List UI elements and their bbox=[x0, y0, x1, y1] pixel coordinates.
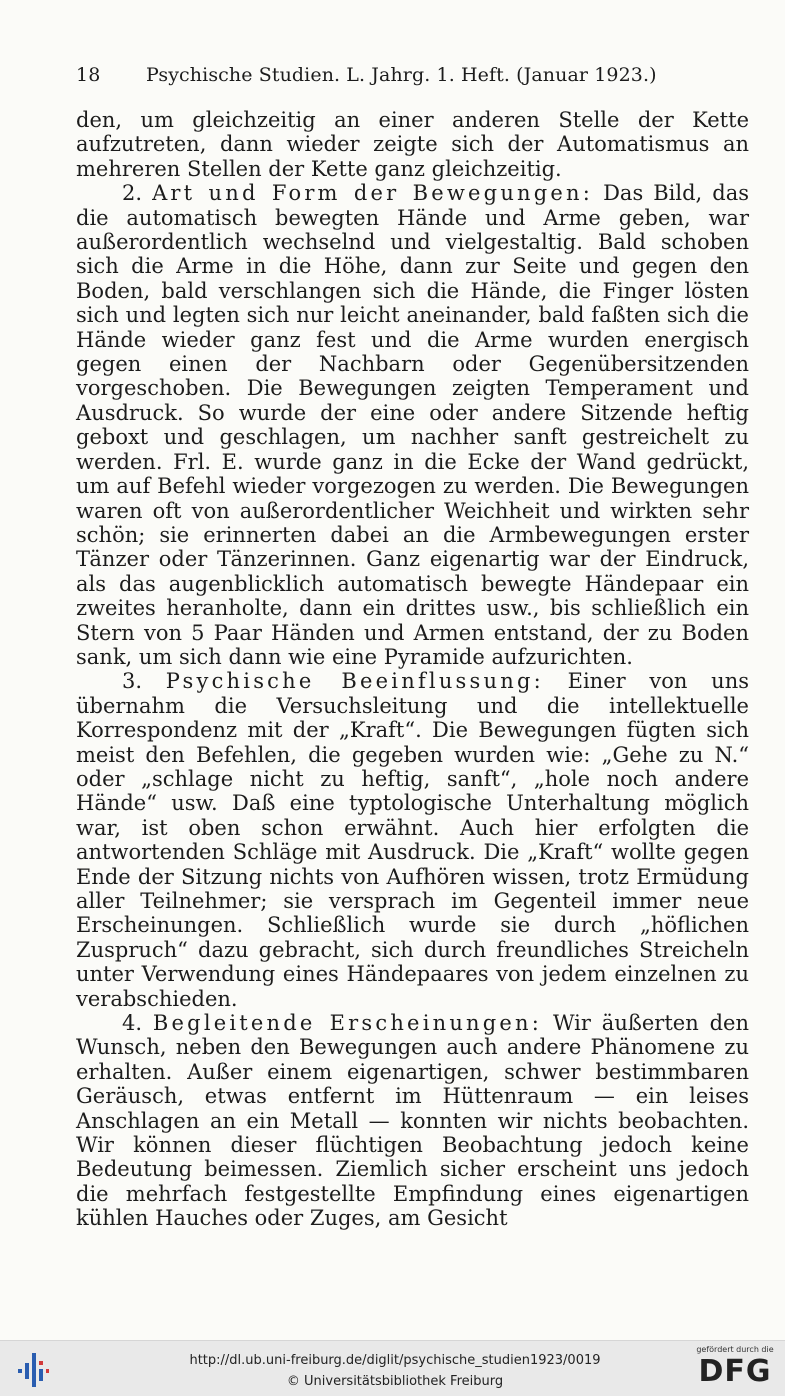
paragraph-4 bbox=[76, 1011, 749, 1231]
dfg-logo bbox=[695, 1345, 775, 1393]
page-number: 18 bbox=[76, 64, 101, 86]
viewer-footer bbox=[0, 1340, 785, 1396]
dfg-wordmark: DFG bbox=[698, 1354, 772, 1389]
section-heading: Begleitende Erscheinungen: bbox=[152, 1011, 543, 1036]
section-number: 4. bbox=[122, 1011, 153, 1036]
section-heading: Psychische Beeinflussung: bbox=[165, 669, 544, 694]
section-number: 2. bbox=[122, 181, 153, 206]
section-text: Wir äußerten den Wunsch, neben den Bewegungen auch andere Phänomene zu erhalten. Außer einem eigenartigen, schwer bestimmbaren Geräusch, etwas entfernt im Hüttenraum — ein leises Anschlagen an ein Metall — konnten wir nichts beobachten. Wir können dieser flüchtigen Beobachtung jedoch keine Bedeutung beimessen. Ziemlich sicher erscheint uns jedoch die mehrfach festgestellte Empfindung eines eigenartigen kühlen Hauches oder Zuges, am Gesicht bbox=[76, 1011, 750, 1231]
running-head bbox=[76, 64, 716, 86]
dfg-caption: gefördert durch die bbox=[696, 1345, 774, 1354]
section-text: Einer von uns übernahm die Versuchsleitung und die intellektuelle Korrespondenz mit der „Kraft“. Die Bewegungen fügten sich meist den Befehlen, die gegeben wurden wie: „Gehe zu N.“ oder „schlage nicht zu heftig, sanft“, „hole noch andere Hände“ usw. Daß eine typtologische Unterhaltung möglich war, ist oben schon erwähnt. Auch hier erfolgten die antwortenden Schläge mit Ausdruck. Die „Kraft“ wollte gegen Ende der Sitzung nichts von Aufhören wissen, trotz Ermüdung aller Teilnehmer; sie versprach im Gegenteil immer neue Erscheinungen. Schließlich wurde sie durch „höflichen Zuspruch“ dazu gebracht, sich durch freundliches Streicheln unter Verwendung eines Händepaares von jedem einzelnen zu verabschieden. bbox=[76, 669, 749, 1011]
permalink[interactable]: http://dl.ub.uni-freiburg.de/diglit/psychische_studien1923/0019 bbox=[189, 1353, 601, 1368]
copyright: © Universitätsbibliothek Freiburg bbox=[286, 1374, 504, 1389]
running-title: Psychische Studien. L. Jahrg. 1. Heft. (Januar 1923.) bbox=[146, 64, 657, 86]
paragraph-2 bbox=[76, 181, 749, 669]
section-heading: Art und Form der Bewegungen: bbox=[152, 181, 594, 206]
body-text bbox=[76, 108, 749, 1231]
paragraph-1: den, um gleichzeitig an einer anderen Stelle der Kette aufzutreten, dann wieder zeigte sich der Automatismus an mehreren Stellen der Kette ganz gleichzeitig. bbox=[76, 108, 749, 181]
digilit-logo-icon[interactable] bbox=[16, 1349, 50, 1389]
section-text: Das Bild, das die automatisch bewegten Hände und Arme geben, war außerordentlich wechselnd und vielgestaltig. Bald schoben sich die Arme in die Höhe, dann zur Seite und gegen den Boden, bald verschlangen sich die Hände, die Finger lösten sich und legten sich nur leicht aneinander, bald faßten sich die Hände wieder ganz fest und die Arme wurden energisch gegen einen der Nachbarn oder Gegenübersitzenden vorgeschoben. Die Bewegungen zeigten Temperament und Ausdruck. So wurde der eine oder andere Sitzende heftig geboxt und geschlagen, um nachher sanft gestreichelt zu werden. Frl. E. wurde ganz in die Ecke der Wand gedrückt, um auf Befehl wieder vorgezogen zu werden. Die Bewegungen waren oft von außerordentlicher Weichheit und wirkten sehr schön; sie erinnerten dabei an die Armbewegungen erster Tänzer oder Tänzerinnen. Ganz eigenartig war der Eindruck, als das augenblicklich automatisch bewegte Händepaar ein zweites heranholte, dann ein drittes usw., bis schließlich ein Stern von 5 Paar Händen und Armen entstand, der zu Boden sank, um sich dann wie eine Pyramide aufzurichten. bbox=[76, 181, 749, 669]
paragraph-3 bbox=[76, 669, 749, 1011]
section-number: 3. bbox=[122, 669, 166, 694]
